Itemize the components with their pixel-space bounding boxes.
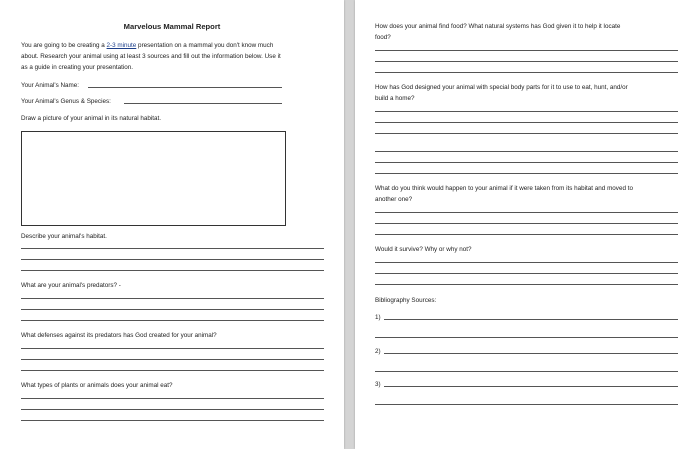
answer-line[interactable] [21,259,324,260]
answer-line[interactable] [375,111,678,112]
bibliography-label: Bibliography Sources: [375,297,437,304]
answer-line[interactable] [21,348,324,349]
answer-line[interactable] [375,151,678,152]
answer-line[interactable] [21,309,324,310]
answer-line[interactable] [375,212,678,213]
draw-prompt: Draw a picture of your animal in its natural habitat. [21,115,161,122]
source-number: 3) [375,381,381,388]
answer-line[interactable] [21,248,324,249]
source-number: 2) [375,348,381,355]
source-line[interactable] [384,319,678,320]
answer-line[interactable] [375,173,678,174]
habitat-change-question-line-2: another one? [375,196,413,203]
worksheet-page-2 [355,0,700,449]
source-line[interactable] [384,353,678,354]
answer-line[interactable] [375,61,678,62]
answer-line[interactable] [375,223,678,224]
report-title: Marvelous Mammal Report [123,22,221,31]
answer-line[interactable] [21,420,324,421]
source-number: 1) [375,314,381,321]
source-line[interactable] [375,337,678,338]
answer-line[interactable] [375,162,678,163]
source-line[interactable] [375,371,678,372]
body-parts-question-line-2: build a home? [375,95,415,102]
defenses-prompt: What defenses against its predators has God created for your animal? [21,332,217,339]
survive-question: Would it survive? Why or why not? [375,246,472,253]
predators-prompt: What are your animal's predators? - [21,282,121,289]
drawing-box[interactable] [21,131,286,226]
intro-text-before: You are going to be creating a [21,42,107,49]
animal-name-line[interactable] [88,87,282,88]
intro-line-2: about. Research your animal using at least 3 sources and fill out the information below. Use it [21,53,281,60]
intro-line-1 [21,40,273,51]
intro-line-3: as a guide in creating your presentation. [21,64,134,71]
body-parts-question-line-1: How has God designed your animal with special body parts for it to use to eat, hunt, and/or [375,84,628,91]
answer-line[interactable] [375,133,678,134]
answer-line[interactable] [375,284,678,285]
answer-line[interactable] [375,234,678,235]
answer-line[interactable] [21,398,324,399]
answer-line[interactable] [21,298,324,299]
answer-line[interactable] [375,273,678,274]
diet-prompt: What types of plants or animals does your animal eat? [21,382,173,389]
animal-name-label: Your Animal's Name: [21,82,80,89]
answer-line[interactable] [375,122,678,123]
intro-text-after: presentation on a mammal you don't know much [136,42,274,49]
genus-species-line[interactable] [124,103,282,104]
source-line[interactable] [375,404,678,405]
answer-line[interactable] [21,320,324,321]
answer-line[interactable] [375,72,678,73]
habitat-prompt: Describe your animal's habitat. [21,233,107,240]
genus-species-label: Your Animal's Genus & Species: [21,98,111,105]
answer-line[interactable] [21,370,324,371]
presentation-length: 2-3 minute [106,42,137,49]
answer-line[interactable] [21,409,324,410]
food-question-line-2: food? [375,34,391,41]
answer-line[interactable] [375,50,678,51]
answer-line[interactable] [21,359,324,360]
source-line[interactable] [384,386,678,387]
food-question-line-1: How does your animal find food? What natural systems has God given it to help it locate [375,23,621,30]
habitat-change-question-line-1: What do you think would happen to your animal if it were taken from its habitat and moved to [375,185,633,192]
answer-line[interactable] [21,270,324,271]
worksheet-page-1 [0,0,344,449]
answer-line[interactable] [375,262,678,263]
